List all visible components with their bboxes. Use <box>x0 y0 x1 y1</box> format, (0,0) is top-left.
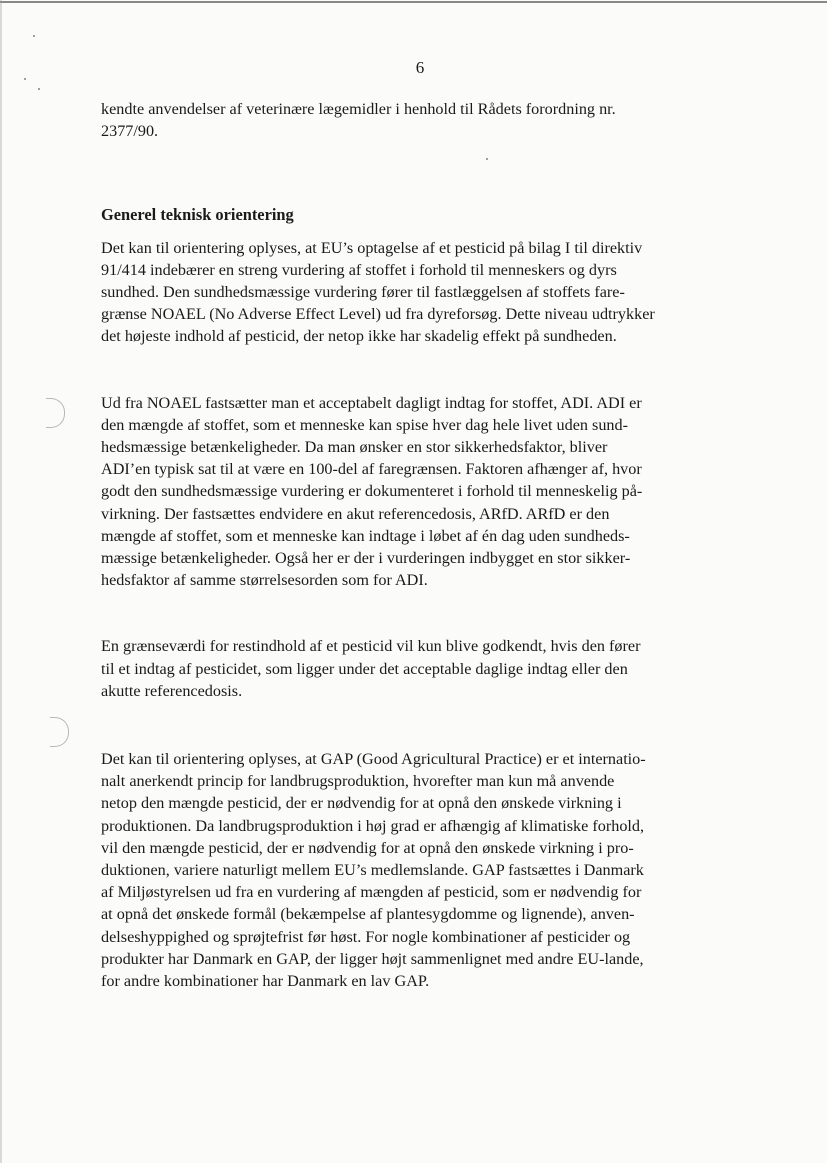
paragraph-adi <box>101 392 729 592</box>
scan-left-edge <box>0 0 2 1163</box>
section-heading: Generel teknisk orientering <box>101 205 294 225</box>
paragraph-intro <box>101 98 729 142</box>
text-line: vil den mængde pesticid, der er nødvendig for at opnå den ønskede virkning i pro- <box>101 838 634 857</box>
text-line: grænse NOAEL (No Adverse Effect Level) ud fra dyreforsøg. Dette niveau udtrykker <box>101 305 655 324</box>
text-line: delseshyppighed og sprøjtefrist før høst. For nogle kombinationer af pesticider og <box>101 927 631 946</box>
text-line: nalt anerkendt princip for landbrugsproduktion, hvorefter man kun må anvende <box>101 772 615 791</box>
text-line: 91/414 indebærer en streng vurdering af stoffet i forhold til menneskers og dyrs <box>101 260 617 279</box>
text-line: af Miljøstyrelsen ud fra en vurdering af mængden af pesticid, som er nødvendig for <box>101 883 642 902</box>
text-line: at opnå det ønskede formål (bekæmpelse af plantesygdomme og lignende), anven- <box>101 905 635 924</box>
text-line: hedsmæssige betænkeligheder. Da man ønsker en stor sikkerhedsfaktor, bliver <box>101 438 608 457</box>
text-line: den mængde af stoffet, som et menneske kan spise hver dag hele livet uden sund- <box>101 415 629 434</box>
text-line: til et indtag af pesticidet, som ligger under det acceptable daglige indtag eller den <box>101 659 628 678</box>
text-line: produktionen. Da landbrugsproduktion i høj grad er afhængig af klimatiske forhold, <box>101 816 645 835</box>
scan-speck <box>33 35 35 37</box>
text-line: akutte referencedosis. <box>101 681 243 700</box>
text-line: godt den sundhedsmæssige vurdering er dokumenteret i forhold til menneskelig på- <box>101 482 643 501</box>
paragraph-noael <box>101 237 729 348</box>
paragraph-gap <box>101 748 729 992</box>
text-line: ADI’en typisk sat til at være en 100-del af faregrænsen. Faktoren afhænger af, hvor <box>101 460 642 479</box>
punch-hole-mark <box>50 717 69 747</box>
text-line: produkter har Danmark en GAP, der ligger højt sammenlignet med andre EU-lande, <box>101 949 644 968</box>
text-line: hedsfaktor af samme størrelsesorden som for ADI. <box>101 571 428 590</box>
paragraph-limit-value <box>101 635 729 702</box>
page-number: 6 <box>415 58 425 77</box>
text-line: for andre kombinationer har Danmark en lav GAP. <box>101 972 430 991</box>
scan-speck <box>24 78 26 80</box>
text-line: virkning. Der fastsættes endvidere en akut referencedosis, ARfD. ARfD er den <box>101 504 610 523</box>
document-body <box>101 98 729 992</box>
text-line: Det kan til orientering oplyses, at GAP (Good Agricultural Practice) er et internatio- <box>101 750 646 769</box>
text-line: netop den mængde pesticid, der er nødvendig for at opnå den ønskede virkning i <box>101 794 622 813</box>
text-line: det højeste indhold af pesticid, der netop ikke har skadelig effekt på sundheden. <box>101 327 617 346</box>
text-line: kendte anvendelser af veterinære lægemidler i henhold til Rådets forordning nr. <box>101 100 616 118</box>
text-line: En grænseværdi for restindhold af et pesticid vil kun blive godkendt, hvis den fører <box>101 637 641 656</box>
text-line: mængde af stoffet, som et menneske kan indtage i løbet af én dag uden sundheds- <box>101 526 630 545</box>
scan-speck <box>38 88 40 90</box>
scan-top-edge <box>0 1 827 3</box>
text-line: duktionen, variere naturligt mellem EU’s medlemslande. GAP fastsættes i Danmark <box>101 861 644 880</box>
text-line: 2377/90. <box>101 122 159 141</box>
text-line: Det kan til orientering oplyses, at EU’s optagelse af et pesticid på bilag I til direktiv <box>101 238 643 257</box>
text-line: sundhed. Den sundhedsmæssige vurdering fører til fastlæggelsen af stoffets fare- <box>101 283 625 302</box>
text-line: mæssige betænkeligheder. Også her er der i vurderingen indbygget en stor sikker- <box>101 549 631 568</box>
text-line: Ud fra NOAEL fastsætter man et acceptabelt dagligt indtag for stoffet, ADI. ADI er <box>101 393 642 412</box>
punch-hole-mark <box>46 398 65 428</box>
